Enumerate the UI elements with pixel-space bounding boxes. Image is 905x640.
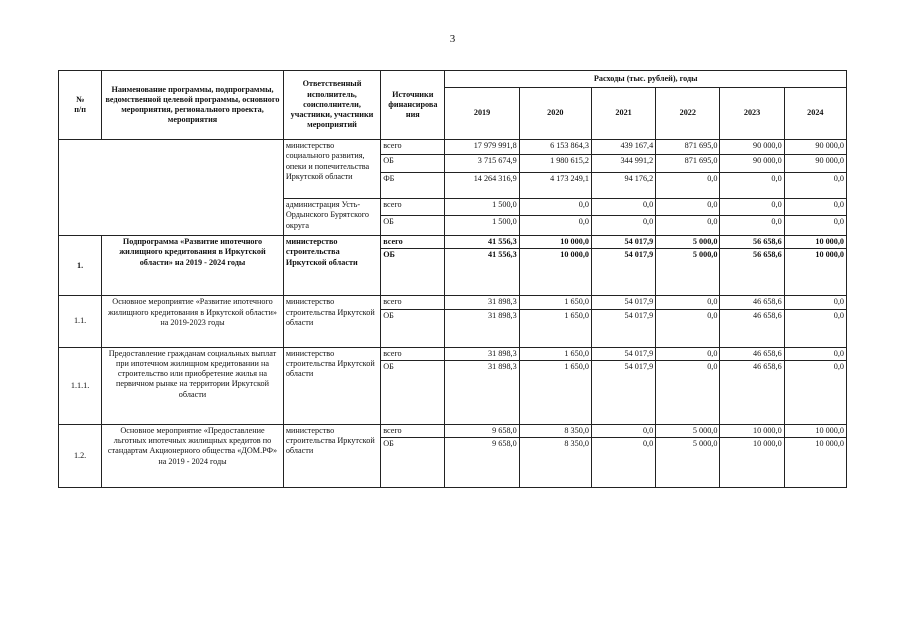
value-cell: 10 000,0 <box>720 424 784 437</box>
value-cell: 56 658,6 <box>720 249 784 296</box>
table-row <box>59 424 847 437</box>
value-cell: 1 650,0 <box>519 309 591 347</box>
source-cell: ОБ <box>381 216 445 236</box>
value-cell: 5 000,0 <box>656 236 720 249</box>
value-cell: 0,0 <box>784 347 846 360</box>
value-cell: 54 017,9 <box>591 347 655 360</box>
value-cell: 6 153 864,3 <box>519 140 591 155</box>
value-cell: 10 000,0 <box>784 438 846 488</box>
header-year: 2023 <box>720 88 784 140</box>
value-cell: 0,0 <box>784 296 846 309</box>
value-cell: 10 000,0 <box>519 236 591 249</box>
program-name: Предоставление гражданам социальных выплат при ипотечном жилищном кредитовании на строительство или приобретение жилья на первичном рынке на территории Иркутской области <box>102 347 284 424</box>
value-cell: 0,0 <box>720 173 784 199</box>
program-name: Основное мероприятие «Предоставление льготных ипотечных жилищных кредитов по стандартам Акционерного общества «ДОМ.РФ» на 2019 - 2024 годы <box>102 424 284 487</box>
value-cell: 0,0 <box>784 173 846 199</box>
value-cell: 54 017,9 <box>591 360 655 424</box>
header-year: 2022 <box>656 88 720 140</box>
program-name: Подпрограмма «Развитие ипотечного жилищного кредитования в Иркутской области» на 2019 - 2024 годы <box>102 236 284 296</box>
value-cell: 90 000,0 <box>720 155 784 173</box>
value-cell: 0,0 <box>656 173 720 199</box>
value-cell: 10 000,0 <box>720 438 784 488</box>
executor-cell: министерство строительства Иркутской области <box>283 236 380 296</box>
value-cell: 0,0 <box>591 424 655 437</box>
value-cell: 54 017,9 <box>591 309 655 347</box>
source-cell: всего <box>381 347 445 360</box>
source-cell: всего <box>381 140 445 155</box>
header-num: № п/п <box>59 71 102 140</box>
executor-cell: министерство строительства Иркутской области <box>283 424 380 487</box>
value-cell: 10 000,0 <box>519 249 591 296</box>
value-cell: 0,0 <box>656 347 720 360</box>
value-cell: 94 176,2 <box>591 173 655 199</box>
row-number: 1.2. <box>59 424 102 487</box>
header-source: Источники финансирова ния <box>381 71 445 140</box>
value-cell: 54 017,9 <box>591 249 655 296</box>
table-row <box>59 347 847 360</box>
value-cell: 0,0 <box>720 199 784 216</box>
source-cell: всего <box>381 424 445 437</box>
value-cell: 0,0 <box>519 199 591 216</box>
continuation-blank-cell <box>59 140 284 236</box>
value-cell: 41 556,3 <box>445 249 519 296</box>
executor-cell: министерство строительства Иркутской области <box>283 296 380 347</box>
value-cell: 46 658,6 <box>720 296 784 309</box>
value-cell: 0,0 <box>720 216 784 236</box>
value-cell: 31 898,3 <box>445 360 519 424</box>
source-cell: ОБ <box>381 155 445 173</box>
value-cell: 54 017,9 <box>591 296 655 309</box>
value-cell: 46 658,6 <box>720 309 784 347</box>
value-cell: 17 979 991,8 <box>445 140 519 155</box>
source-cell: всего <box>381 296 445 309</box>
value-cell: 14 264 316,9 <box>445 173 519 199</box>
value-cell: 5 000,0 <box>656 424 720 437</box>
header-executor: Ответственный исполнитель, соисполнители, участники, участники мероприятий <box>283 71 380 140</box>
table-row <box>59 236 847 249</box>
value-cell: 871 695,0 <box>656 140 720 155</box>
value-cell: 0,0 <box>656 296 720 309</box>
header-year: 2019 <box>445 88 519 140</box>
value-cell: 0,0 <box>591 438 655 488</box>
value-cell: 46 658,6 <box>720 360 784 424</box>
value-cell: 1 500,0 <box>445 216 519 236</box>
value-cell: 46 658,6 <box>720 347 784 360</box>
page-number: 3 <box>449 33 456 45</box>
header-year: 2021 <box>591 88 655 140</box>
value-cell: 0,0 <box>784 216 846 236</box>
value-cell: 0,0 <box>591 199 655 216</box>
header-year: 2020 <box>519 88 591 140</box>
value-cell: 0,0 <box>784 360 846 424</box>
source-cell: всего <box>381 236 445 249</box>
table-row <box>59 140 847 155</box>
value-cell: 0,0 <box>591 216 655 236</box>
executor-cell: администрация Усть-Ордынского Бурятского округа <box>283 199 380 236</box>
source-cell: всего <box>381 199 445 216</box>
value-cell: 8 350,0 <box>519 438 591 488</box>
value-cell: 41 556,3 <box>445 236 519 249</box>
value-cell: 1 650,0 <box>519 296 591 309</box>
value-cell: 56 658,6 <box>720 236 784 249</box>
value-cell: 871 695,0 <box>656 155 720 173</box>
value-cell: 54 017,9 <box>591 236 655 249</box>
header-name: Наименование программы, подпрограммы, ведомственной целевой программы, основного мероприятия, регионального проекта, мероприятия <box>102 71 284 140</box>
source-cell: ОБ <box>381 360 445 424</box>
value-cell: 90 000,0 <box>784 155 846 173</box>
row-number: 1. <box>59 236 102 296</box>
value-cell: 10 000,0 <box>784 249 846 296</box>
program-name: Основное мероприятие «Развитие ипотечного жилищного кредитования в Иркутской области» на 2019-2023 годы <box>102 296 284 347</box>
value-cell: 31 898,3 <box>445 347 519 360</box>
value-cell: 10 000,0 <box>784 236 846 249</box>
value-cell: 5 000,0 <box>656 249 720 296</box>
value-cell: 0,0 <box>784 309 846 347</box>
table-row <box>59 296 847 309</box>
row-number: 1.1. <box>59 296 102 347</box>
value-cell: 1 500,0 <box>445 199 519 216</box>
value-cell: 9 658,0 <box>445 424 519 437</box>
value-cell: 31 898,3 <box>445 309 519 347</box>
value-cell: 90 000,0 <box>720 140 784 155</box>
value-cell: 5 000,0 <box>656 438 720 488</box>
value-cell: 439 167,4 <box>591 140 655 155</box>
value-cell: 9 658,0 <box>445 438 519 488</box>
value-cell: 10 000,0 <box>784 424 846 437</box>
source-cell: ОБ <box>381 249 445 296</box>
value-cell: 1 650,0 <box>519 347 591 360</box>
value-cell: 1 650,0 <box>519 360 591 424</box>
value-cell: 0,0 <box>656 360 720 424</box>
source-cell: ФБ <box>381 173 445 199</box>
value-cell: 90 000,0 <box>784 140 846 155</box>
value-cell: 1 980 615,2 <box>519 155 591 173</box>
value-cell: 0,0 <box>656 216 720 236</box>
value-cell: 8 350,0 <box>519 424 591 437</box>
executor-cell: министерство социального развития, опеки и попечительства Иркутской области <box>283 140 380 199</box>
header-year: 2024 <box>784 88 846 140</box>
value-cell: 0,0 <box>519 216 591 236</box>
source-cell: ОБ <box>381 309 445 347</box>
value-cell: 0,0 <box>656 199 720 216</box>
value-cell: 3 715 674,9 <box>445 155 519 173</box>
value-cell: 0,0 <box>784 199 846 216</box>
source-cell: ОБ <box>381 438 445 488</box>
value-cell: 31 898,3 <box>445 296 519 309</box>
value-cell: 0,0 <box>656 309 720 347</box>
executor-cell: министерство строительства Иркутской области <box>283 347 380 424</box>
budget-table <box>58 70 847 488</box>
value-cell: 4 173 249,1 <box>519 173 591 199</box>
value-cell: 344 991,2 <box>591 155 655 173</box>
header-expenses: Расходы (тыс. рублей), годы <box>445 71 847 88</box>
row-number: 1.1.1. <box>59 347 102 424</box>
